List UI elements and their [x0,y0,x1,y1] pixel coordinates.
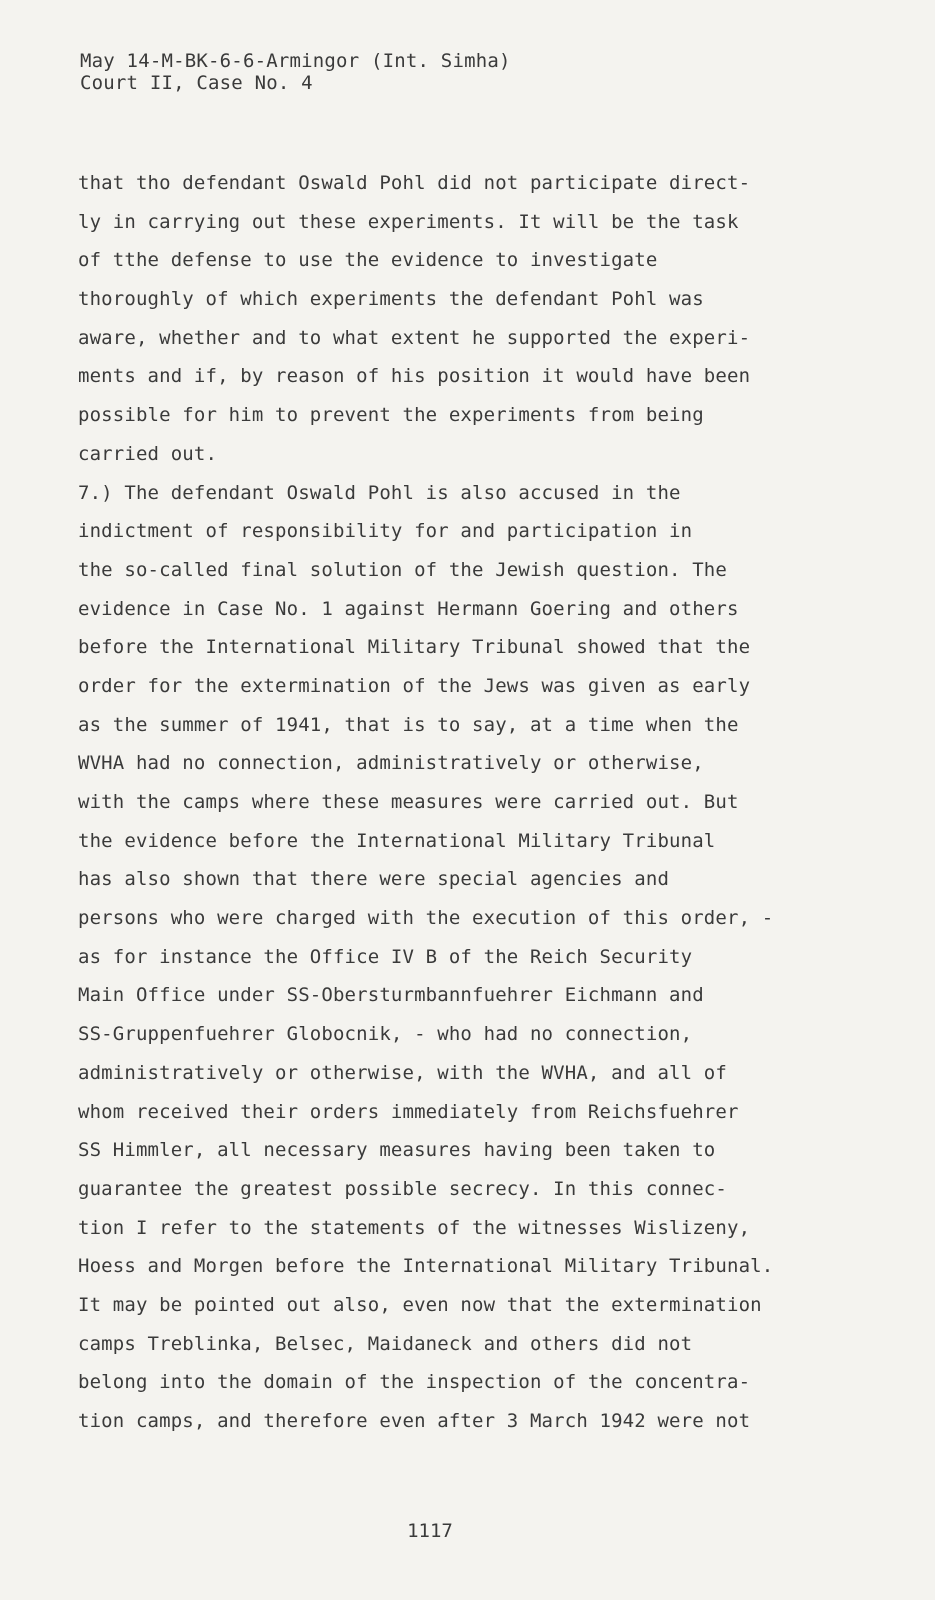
text-line: SS-Gruppenfuehrer Globocnik, - who had no connection, [78,1023,693,1046]
text-line: the evidence before the International Military Tribunal [78,829,716,852]
text-line: camps Treblinka, Belsec, Maidaneck and others did not [78,1332,693,1355]
text-line: ly in carrying out these experiments. It will be the task [78,210,739,233]
text-line: the so-called final solution of the Jewish question. The [78,558,727,581]
text-line: carried out. [78,442,218,465]
text-line: belong into the domain of the inspection of the concentra- [78,1371,751,1394]
text-line: aware, whether and to what extent he supported the experi- [78,326,751,349]
text-line: 7.) The defendant Oswald Pohl is also accused in the [78,481,681,504]
document-header [80,50,511,94]
text-line: SS Himmler, all necessary measures having been taken to [78,1139,716,1162]
text-line: guarantee the greatest possible secrecy. In this connec- [78,1177,727,1200]
text-line: persons who were charged with the execution of this order, - [78,907,774,930]
text-line: It may be pointed out also, even now that the extermination [78,1293,762,1316]
text-line: tion camps, and therefore even after 3 March 1942 were not [78,1410,751,1432]
header-reference-line: May 14-M-BK-6-6-Armingor (Int. Simha) [80,50,511,72]
text-line: ments and if, by reason of his position it would have been [78,365,751,388]
text-line: whom received their orders immediately from Reichsfuehrer [78,1100,739,1123]
header-court-case-line: Court II, Case No. 4 [80,72,313,94]
text-line: Hoess and Morgen before the International Military Tribunal. [78,1255,774,1278]
text-line: tion I refer to the statements of the witnesses Wislizeny, [78,1216,751,1239]
text-line: WVHA had no connection, administratively or otherwise, [78,752,704,775]
text-line: that tho defendant Oswald Pohl did not participate direct- [78,172,751,194]
text-line: as for instance the Office IV B of the Reich Security [78,945,693,968]
text-line: has also shown that there were special agencies and [78,868,670,891]
text-line: Main Office under SS-Obersturmbannfuehrer Eichmann and [78,984,704,1007]
text-line: as the summer of 1941, that is to say, at a time when the [78,713,739,736]
text-line: thoroughly of which experiments the defendant Pohl was [78,288,704,311]
text-line: before the International Military Tribunal showed that the [78,636,751,659]
text-line: indictment of responsibility for and participation in [78,520,693,543]
text-line: order for the extermination of the Jews was given as early [78,674,751,697]
text-line: of tthe defense to use the evidence to investigate [78,249,658,272]
body-text [78,164,918,1441]
text-line: evidence in Case No. 1 against Hermann Goering and others [78,597,739,620]
text-line: administratively or otherwise, with the WVHA, and all of [78,1061,727,1084]
text-line: possible for him to prevent the experiments from being [78,404,704,427]
text-line: with the camps where these measures were carried out. But [78,791,739,813]
page-number: 1117 [407,1520,453,1542]
